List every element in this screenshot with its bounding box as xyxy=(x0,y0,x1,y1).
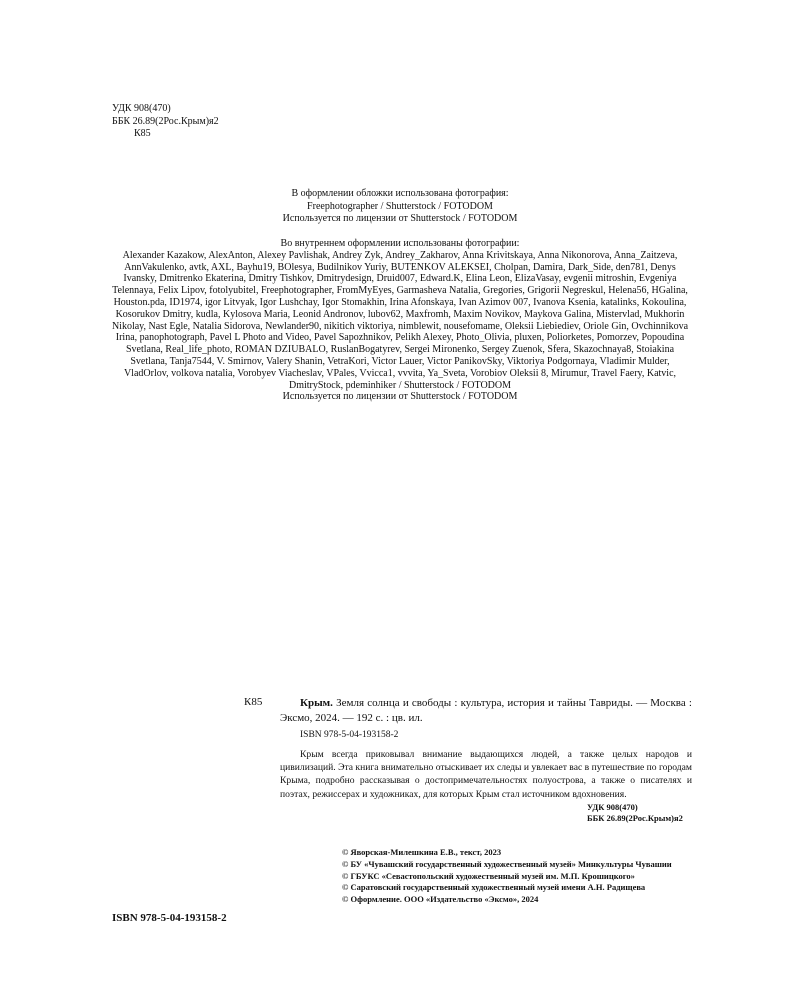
interior-photo-credits xyxy=(108,238,692,403)
catalog-classification xyxy=(587,802,683,824)
copyright-line: © Яворская-Милешкина Е.В., текст, 2023 xyxy=(342,847,502,857)
cover-photo-credits xyxy=(100,188,700,226)
cover-credits-heading: В оформлении обложки использована фотография: xyxy=(291,188,509,199)
copyright-line: © Саратовский государственный художественный музей имени А.Н. Радищева xyxy=(342,882,646,893)
copyright-line: © Оформление. ООО «Издательство «Эксмо», 2024 xyxy=(342,894,539,905)
catalog-title-bold: Крым. xyxy=(300,697,333,709)
isbn-main: ISBN 978-5-04-193158-2 xyxy=(112,912,227,924)
author-code: К85 xyxy=(134,128,151,139)
interior-credits-heading: Во внутреннем оформлении использованы фотографии: xyxy=(280,238,520,249)
cover-credits-source: Freephotographer / Shutterstock / FOTODOM xyxy=(307,200,493,212)
classification-block xyxy=(112,103,219,141)
catalog-card xyxy=(0,693,800,813)
copyright-block xyxy=(342,847,672,906)
catalog-udc: УДК 908(470) xyxy=(587,802,638,812)
copyright-line: © БУ «Чувашский государственный художественный музей» Минкультуры Чувашии xyxy=(342,858,672,869)
catalog-bbk: ББК 26.89(2Рос.Крым)я2 xyxy=(587,813,683,823)
catalog-isbn: ISBN 978-5-04-193158-2 xyxy=(300,730,399,740)
udc-index: УДК 908(470) xyxy=(112,103,171,114)
catalog-title xyxy=(280,696,692,725)
catalog-annotation: Крым всегда приковывал внимание выдающихся людей, а также целых народов и цивилизаций. Эта книга внимательно отыскивает их следы и увлекает вас в путешествие по городам Крыма, подробно рассказывая о достопримечательностях полуострова, а также о писателях и поэтах, режиссерах и художниках, для которых Крым стал источником вдохновения. xyxy=(280,749,692,800)
bbk-index: ББК 26.89(2Рос.Крым)я2 xyxy=(112,115,219,127)
copyright-line: © ГБУКС «Севастопольский художественный музей им. М.П. Крошицкого» xyxy=(342,870,635,881)
cover-credits-license: Используется по лицензии от Shutterstock / FOTODOM xyxy=(282,213,518,224)
catalog-title-rest: Земля солнца и свободы : культура, история и тайны Тавриды. — Москва : Эксмо, 2024. — 192 с. : цв. ил. xyxy=(280,697,692,724)
interior-credits-names: Alexander Kazakow, AlexAnton, Alexey Pavlishak, Andrey Zyk, Andrey_Zakharov, Anna Krivitskaya, Anna Nikonorova, Anna_Zaitzeva, AnnVakulenko, avtk, AXL, Bayhu19, BOlesya, Budilnikov Yuriy, BUTENKOV ALEKSEI, Cholpan, Damira, Dark_Side, den781, Denys Ivansky, Dmitrenko Ekaterina, Dmitry Tishkov, Dmitrydesign, Druid007, Edward.K, Elina Leon, ElizaVasay, evgenii mitroshin, Evgeniya Telennaya, Felix Lipov, fotolyubitel, Freephotographer, FromMyEyes, Garmasheva Natalia, Gregories, Grigorii Negreskul, Helena56, HGalina, Houston.pda, ID1974, igor Litvyak, Igor Lushchay, Igor Stomakhin, Irina Afonskaya, Ivan Azimov 007, Ivanova Ksenia, katalinks, Kokoulina, Kosorukov Dmitry, kudla, Kylosova Maria, Leonid Andronov, lubov62, Maxfromh, Maxim Novikov, Maykova Galina, Mistervlad, Mukhorin Nikolay, Nast Egle, Natalia Sidorova, Newlander90, nikitich viktoriya, nimblewit, nousefomame, Oleksii Liebiediev, Oriole Gin, Ovchinnikova Irina, panophotograph, Pavel L Photo and Video, Pavel Sapozhnikov, Pelikh Alexey, Photo_Olivia, pluxen, Poliorketes, Pomorzev, Popoudina Svetlana, Real_life_photo, ROMAN DZIUBALO, RuslanBogatyrev, Sergei Mironenko, Sergey Zuenok, Sfera, Skazochnaya8, Stoiakina Svetlana, Tanja7544, V. Smirnov, Valery Shanin, VetraKori, Victor Lauer, Victor PanikovSky, Viktoriya Podgornaya, Vladimir Mulder, VladOrlov, volkova natalia, Vorobyev Viacheslav, VPales, Vvicca1, vvvita, Ya_Sveta, Vorobiov Oleksii 8, Mirumur, Travel Faery, Katvic, DmitryStock, pdeminhiker / Shutterstock / FOTODOM xyxy=(111,249,689,391)
interior-credits-license: Используется по лицензии от Shutterstock / FOTODOM xyxy=(282,391,518,403)
catalog-author-code: К85 xyxy=(244,696,263,708)
